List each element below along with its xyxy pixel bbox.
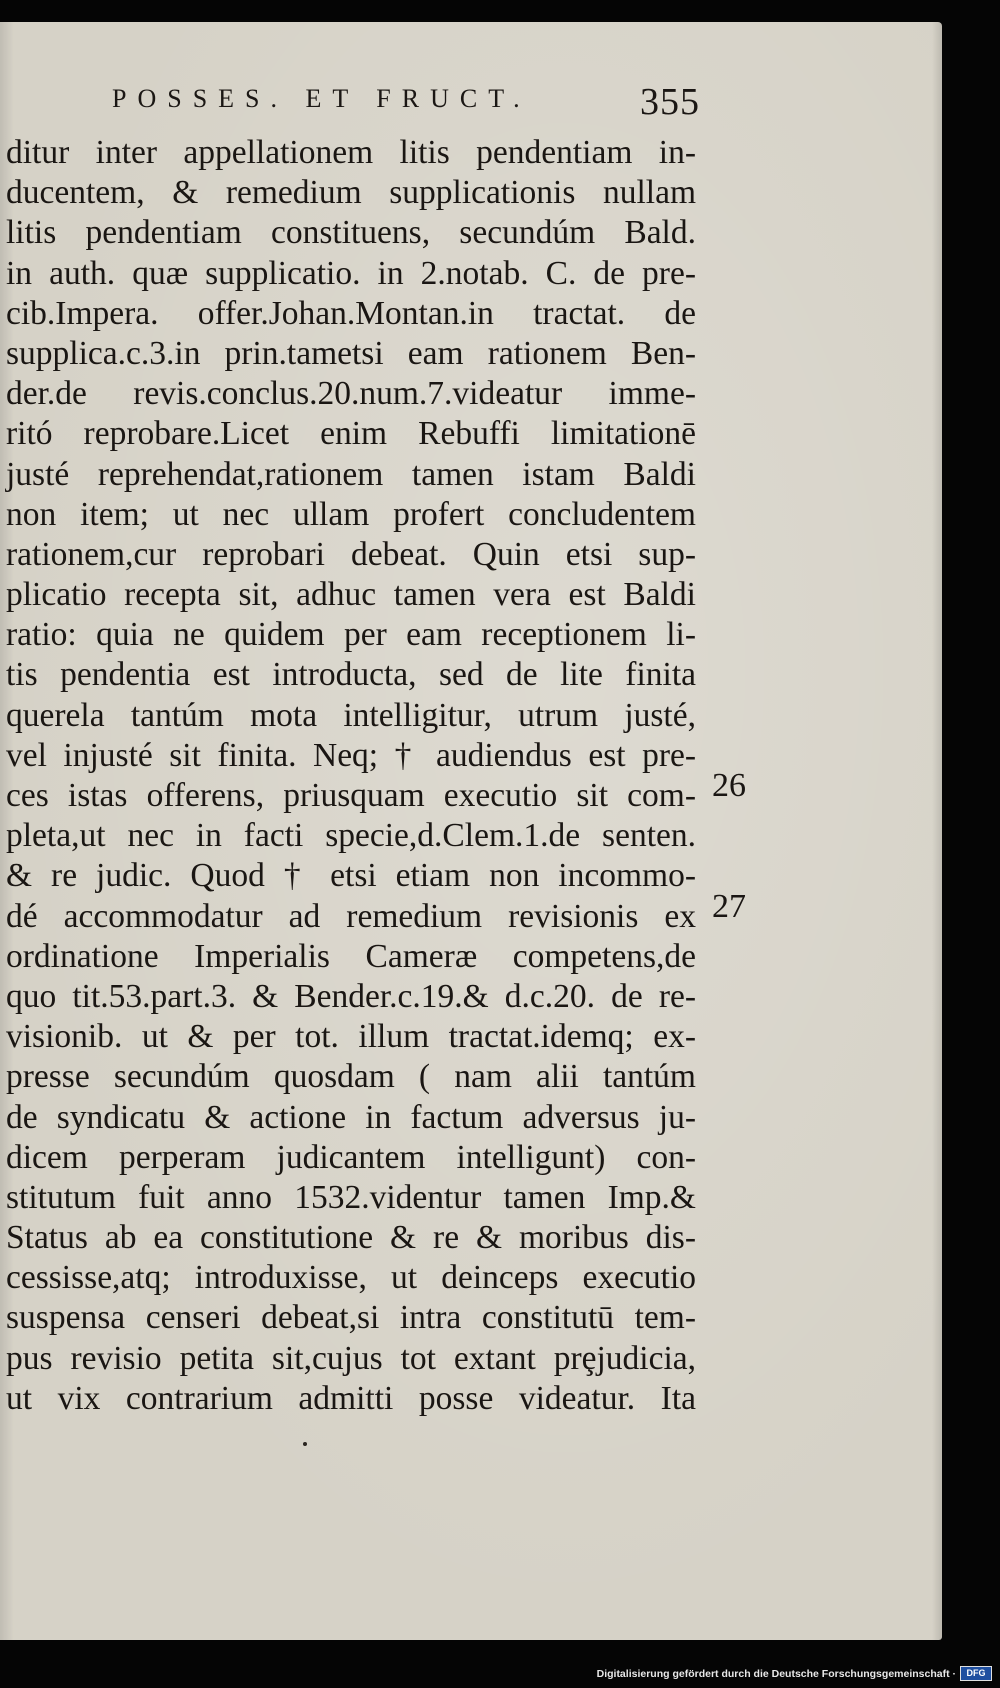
text-line: dicem perperam judicantem intelligunt) con- (6, 1138, 696, 1176)
text-line: ordinatione Imperialis Cameræ competens,de (6, 937, 696, 975)
text-line: rationem,cur reprobari debeat. Quin etsi sup- (6, 535, 696, 573)
text-line: ritó reprobare.Licet enim Rebuffi limitationē (6, 415, 696, 453)
text-line: querela tantúm mota intelligitur, utrum justé, (6, 696, 696, 734)
text-line: pleta,ut nec in facti specie,d.Clem.1.de senten. (6, 817, 696, 855)
body-text (6, 133, 696, 1419)
text-line: ces istas offerens, priusquam executio sit com- (6, 777, 696, 814)
text-line: suspensa censeri debeat,si intra constitutū tem- (6, 1299, 696, 1337)
text-line: plicatio recepta sit, adhuc tamen vera est Baldi (6, 576, 696, 614)
text-line: ditur inter appellationem litis pendentiam in- (6, 134, 696, 171)
text-line: ut vix contrarium admitti posse videatur. Ita (6, 1379, 696, 1417)
text-line: ratio: quia ne quidem per eam receptionem li- (6, 616, 696, 654)
ink-speck (303, 1442, 307, 1446)
text-line: supplica.c.3.in prin.tametsi eam rationem Ben- (6, 334, 696, 372)
text-line: in auth. quæ supplicatio. in 2.notab. C. de pre- (6, 254, 696, 292)
text-line: de syndicatu & actione in factum adversus ju- (6, 1098, 696, 1136)
marginal-number-26: 26 (712, 767, 746, 804)
page-number: 355 (640, 81, 700, 123)
page-edge-shadow (932, 22, 942, 1640)
digitization-credit: Digitalisierung gefördert durch die Deutsche Forschungsgemeinschaft · (596, 1668, 956, 1680)
text-line: dé accommodatur ad remedium revisionis ex (6, 897, 696, 935)
text-line: Status ab ea constitutione & re & moribus dis- (6, 1219, 696, 1257)
text-line: quo tit.53.part.3. & Bender.c.19.& d.c.20. de re- (6, 977, 696, 1015)
text-line: litis pendentiam constituens, secundúm Bald. (6, 214, 696, 252)
text-line: stitutum fuit anno 1532.videntur tamen Imp.& (6, 1178, 696, 1216)
text-line: non item; ut nec ullam profert concludentem (6, 495, 696, 533)
text-line: justé reprehendat,rationem tamen istam Baldi (6, 455, 696, 493)
text-line: ducentem, & remedium supplicationis nullam (6, 174, 696, 212)
text-line: cessisse,atq; introduxisse, ut deinceps executio (6, 1259, 696, 1297)
text-line: & re judic. Quod † etsi etiam non incommo- (6, 857, 696, 895)
text-line: tis pendentia est introducta, sed de lite finita (6, 656, 696, 694)
marginal-number-27: 27 (712, 888, 746, 925)
text-line: cib.Impera. offer.Johan.Montan.in tractat. de (6, 294, 696, 332)
dfg-logo: DFG (960, 1666, 992, 1681)
text-line: presse secundúm quosdam ( nam alii tantúm (6, 1058, 696, 1096)
text-line: pus revisio petita sit,cujus tot extant prȩjudicia, (6, 1339, 696, 1377)
book-page (0, 22, 942, 1640)
text-line: vel injusté sit finita. Neq; † audiendus est pre- (6, 736, 696, 774)
running-head: POSSES. ET FRUCT. (112, 84, 531, 113)
text-line: visionib. ut & per tot. illum tractat.idemq; ex- (6, 1018, 696, 1056)
text-line: der.de revis.conclus.20.num.7.videatur imme- (6, 375, 696, 413)
